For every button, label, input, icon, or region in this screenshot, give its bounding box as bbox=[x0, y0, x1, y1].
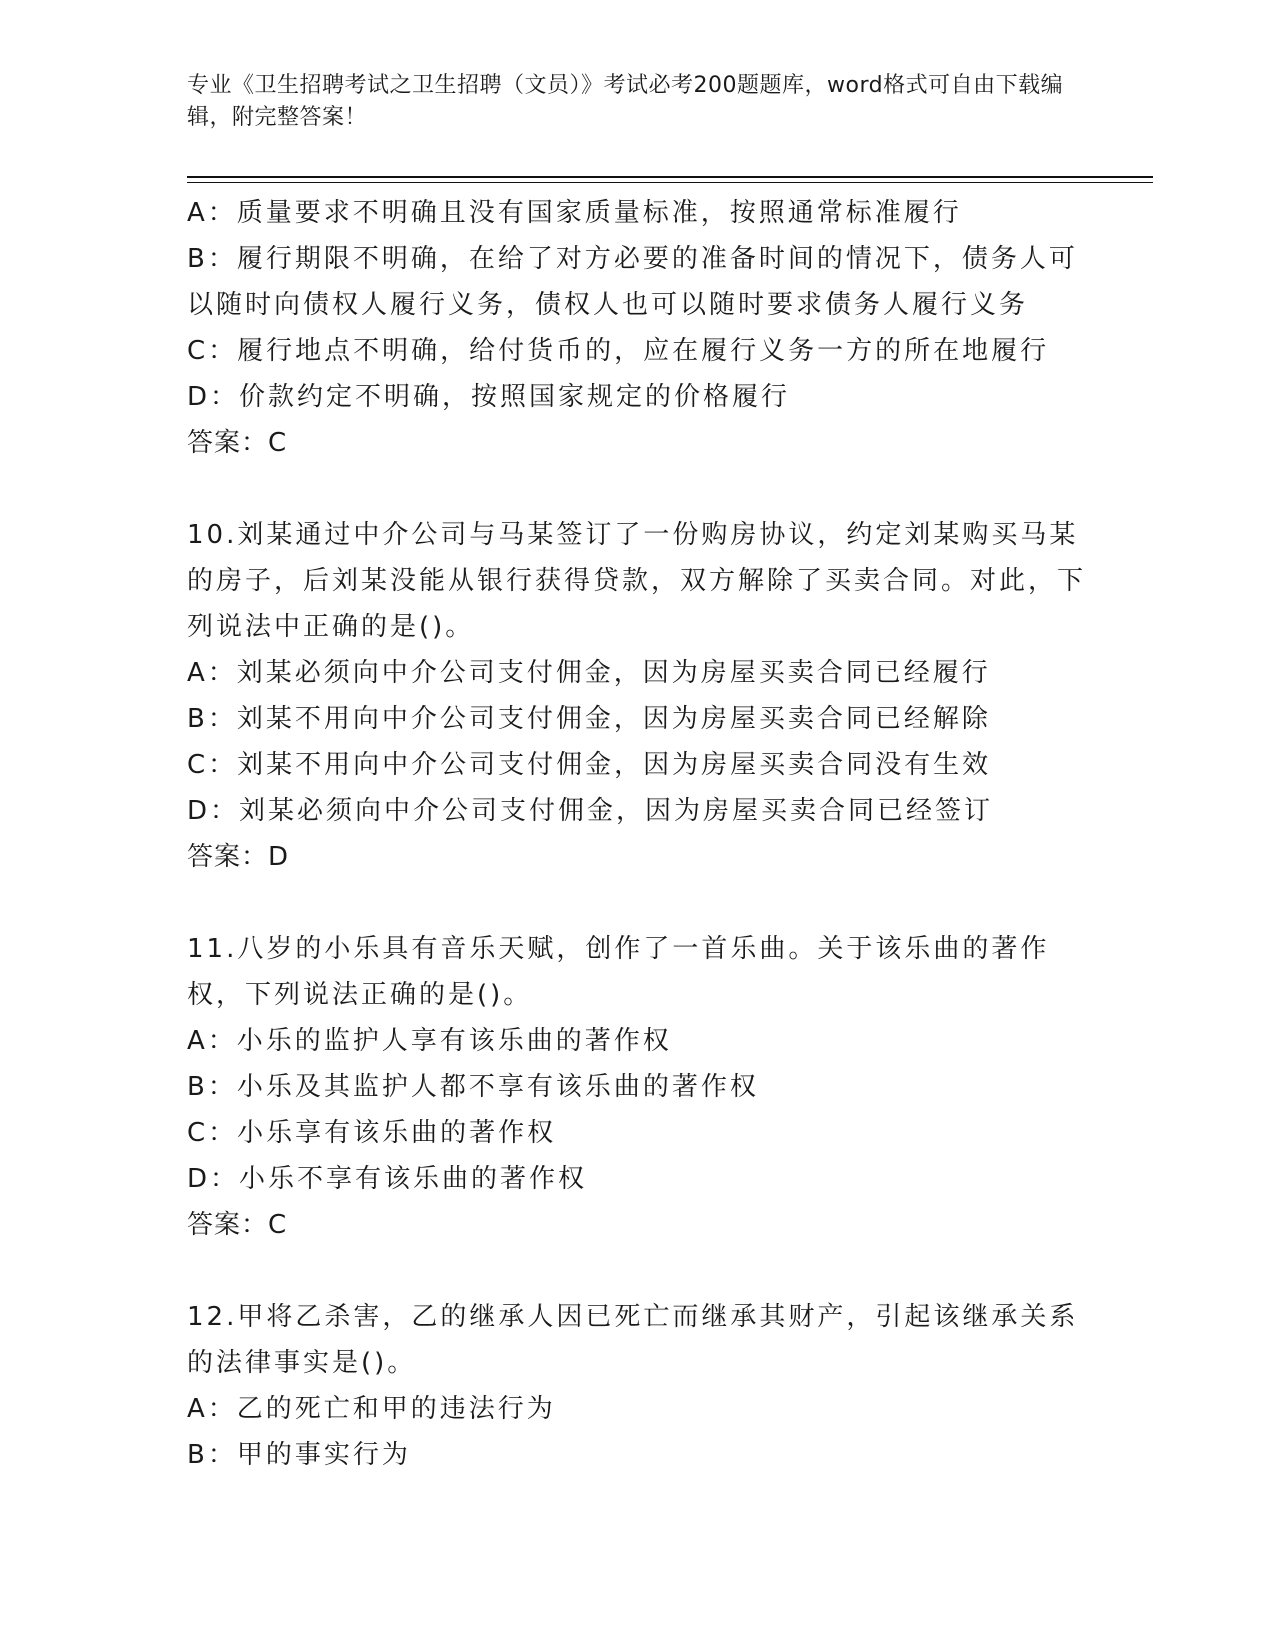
option-b: B：甲的事实行为 bbox=[187, 1440, 411, 1470]
option-b: B：小乐及其监护人都不享有该乐曲的著作权 bbox=[187, 1072, 759, 1102]
question-block-10 bbox=[187, 512, 1087, 880]
option-c: C：刘某不用向中介公司支付佣金，因为房屋买卖合同没有生效 bbox=[187, 750, 992, 780]
question-block-11 bbox=[187, 926, 1087, 1248]
option-c: C：小乐享有该乐曲的著作权 bbox=[187, 1118, 557, 1148]
page-header: 专业《卫生招聘考试之卫生招聘（文员）》考试必考200题题库，word格式可自由下载编辑，附完整答案！ bbox=[187, 73, 1064, 130]
question-block-9 bbox=[187, 190, 1087, 466]
option-d: D：小乐不享有该乐曲的著作权 bbox=[187, 1164, 588, 1194]
spacer bbox=[187, 880, 1087, 926]
question-text: 11.八岁的小乐具有音乐天赋，创作了一首乐曲。关于该乐曲的著作权，下列说法正确的是()。 bbox=[187, 934, 1050, 1010]
question-text: 10.刘某通过中介公司与马某签订了一份购房协议，约定刘某购买马某的房子，后刘某没能从银行获得贷款，双方解除了买卖合同。对此，下列说法中正确的是()。 bbox=[187, 520, 1087, 642]
header-divider-thin bbox=[187, 182, 1153, 183]
option-a: A：刘某必须向中介公司支付佣金，因为房屋买卖合同已经履行 bbox=[187, 658, 991, 688]
question-text: 12.甲将乙杀害，乙的继承人因已死亡而继承其财产，引起该继承关系的法律事实是()。 bbox=[187, 1302, 1079, 1378]
option-b: B：刘某不用向中介公司支付佣金，因为房屋买卖合同已经解除 bbox=[187, 704, 991, 734]
spacer bbox=[187, 1248, 1087, 1294]
option-b: B：履行期限不明确，在给了对方必要的准备时间的情况下，债务人可以随时向债权人履行义务，债权人也可以随时要求债务人履行义务 bbox=[187, 244, 1078, 320]
question-block-12 bbox=[187, 1294, 1087, 1478]
option-a: A：质量要求不明确且没有国家质量标准，按照通常标准履行 bbox=[187, 198, 962, 228]
spacer bbox=[187, 466, 1087, 512]
question-content bbox=[187, 190, 1087, 1478]
option-c: C：履行地点不明确，给付货币的，应在履行义务一方的所在地履行 bbox=[187, 336, 1050, 366]
answer: 答案：C bbox=[187, 428, 288, 458]
option-a: A：乙的死亡和甲的违法行为 bbox=[187, 1394, 556, 1424]
answer: 答案：C bbox=[187, 1210, 288, 1240]
answer: 答案：D bbox=[187, 842, 290, 872]
option-d: D：刘某必须向中介公司支付佣金，因为房屋买卖合同已经签订 bbox=[187, 796, 994, 826]
option-a: A：小乐的监护人享有该乐曲的著作权 bbox=[187, 1026, 672, 1056]
header-divider-thick bbox=[187, 176, 1153, 178]
option-d: D：价款约定不明确，按照国家规定的价格履行 bbox=[187, 382, 791, 412]
